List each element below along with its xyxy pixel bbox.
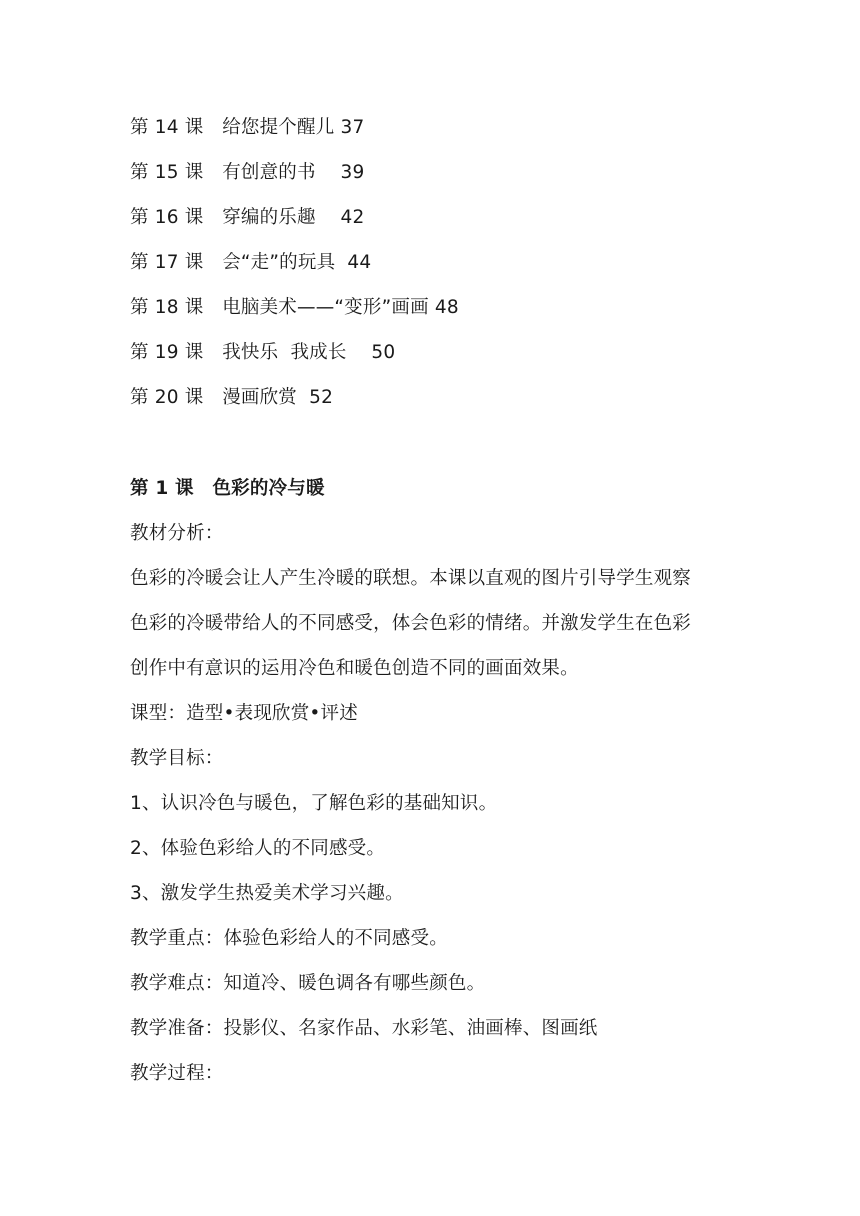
goal-item-3: 3、激发学生热爱美术学习兴趣。 (130, 883, 404, 904)
goal-item-1: 1、认识冷色与暖色，了解色彩的基础知识。 (130, 793, 498, 814)
analysis-heading: 教材分析： (130, 523, 224, 544)
toc-entry-lesson-15: 第 15 课 有创意的书 39 (130, 162, 365, 183)
goals-heading: 教学目标： (130, 748, 224, 769)
difficulty: 教学难点：知道冷、暖色调各有哪些颜色。 (130, 973, 486, 994)
analysis-paragraph-line-2: 色彩的冷暖带给人的不同感受，体会色彩的情绪。并激发学生在色彩 (130, 613, 692, 634)
toc-entry-lesson-16: 第 16 课 穿编的乐趣 42 (130, 207, 365, 228)
lesson-type: 课型：造型•表现欣赏•评述 (130, 703, 358, 724)
process-heading: 教学过程： (130, 1063, 224, 1084)
toc-entry-lesson-14: 第 14 课 给您提个醒儿 37 (130, 117, 365, 138)
toc-entry-lesson-17: 第 17 课 会“走”的玩具 44 (130, 252, 372, 273)
toc-entry-lesson-18: 第 18 课 电脑美术——“变形”画画 48 (130, 297, 459, 318)
key-point: 教学重点：体验色彩给人的不同感受。 (130, 928, 448, 949)
analysis-paragraph-line-3: 创作中有意识的运用冷色和暖色创造不同的画面效果。 (130, 658, 579, 679)
toc-entry-lesson-20: 第 20 课 漫画欣赏 52 (130, 387, 334, 408)
goal-item-2: 2、体验色彩给人的不同感受。 (130, 838, 386, 859)
analysis-paragraph-line-1: 色彩的冷暖会让人产生冷暖的联想。本课以直观的图片引导学生观察 (130, 568, 692, 589)
toc-entry-lesson-19: 第 19 课 我快乐 我成长 50 (130, 342, 396, 363)
preparation: 教学准备：投影仪、名家作品、水彩笔、油画棒、图画纸 (130, 1018, 598, 1039)
lesson-title: 第 1 课 色彩的冷与暖 (130, 478, 325, 499)
